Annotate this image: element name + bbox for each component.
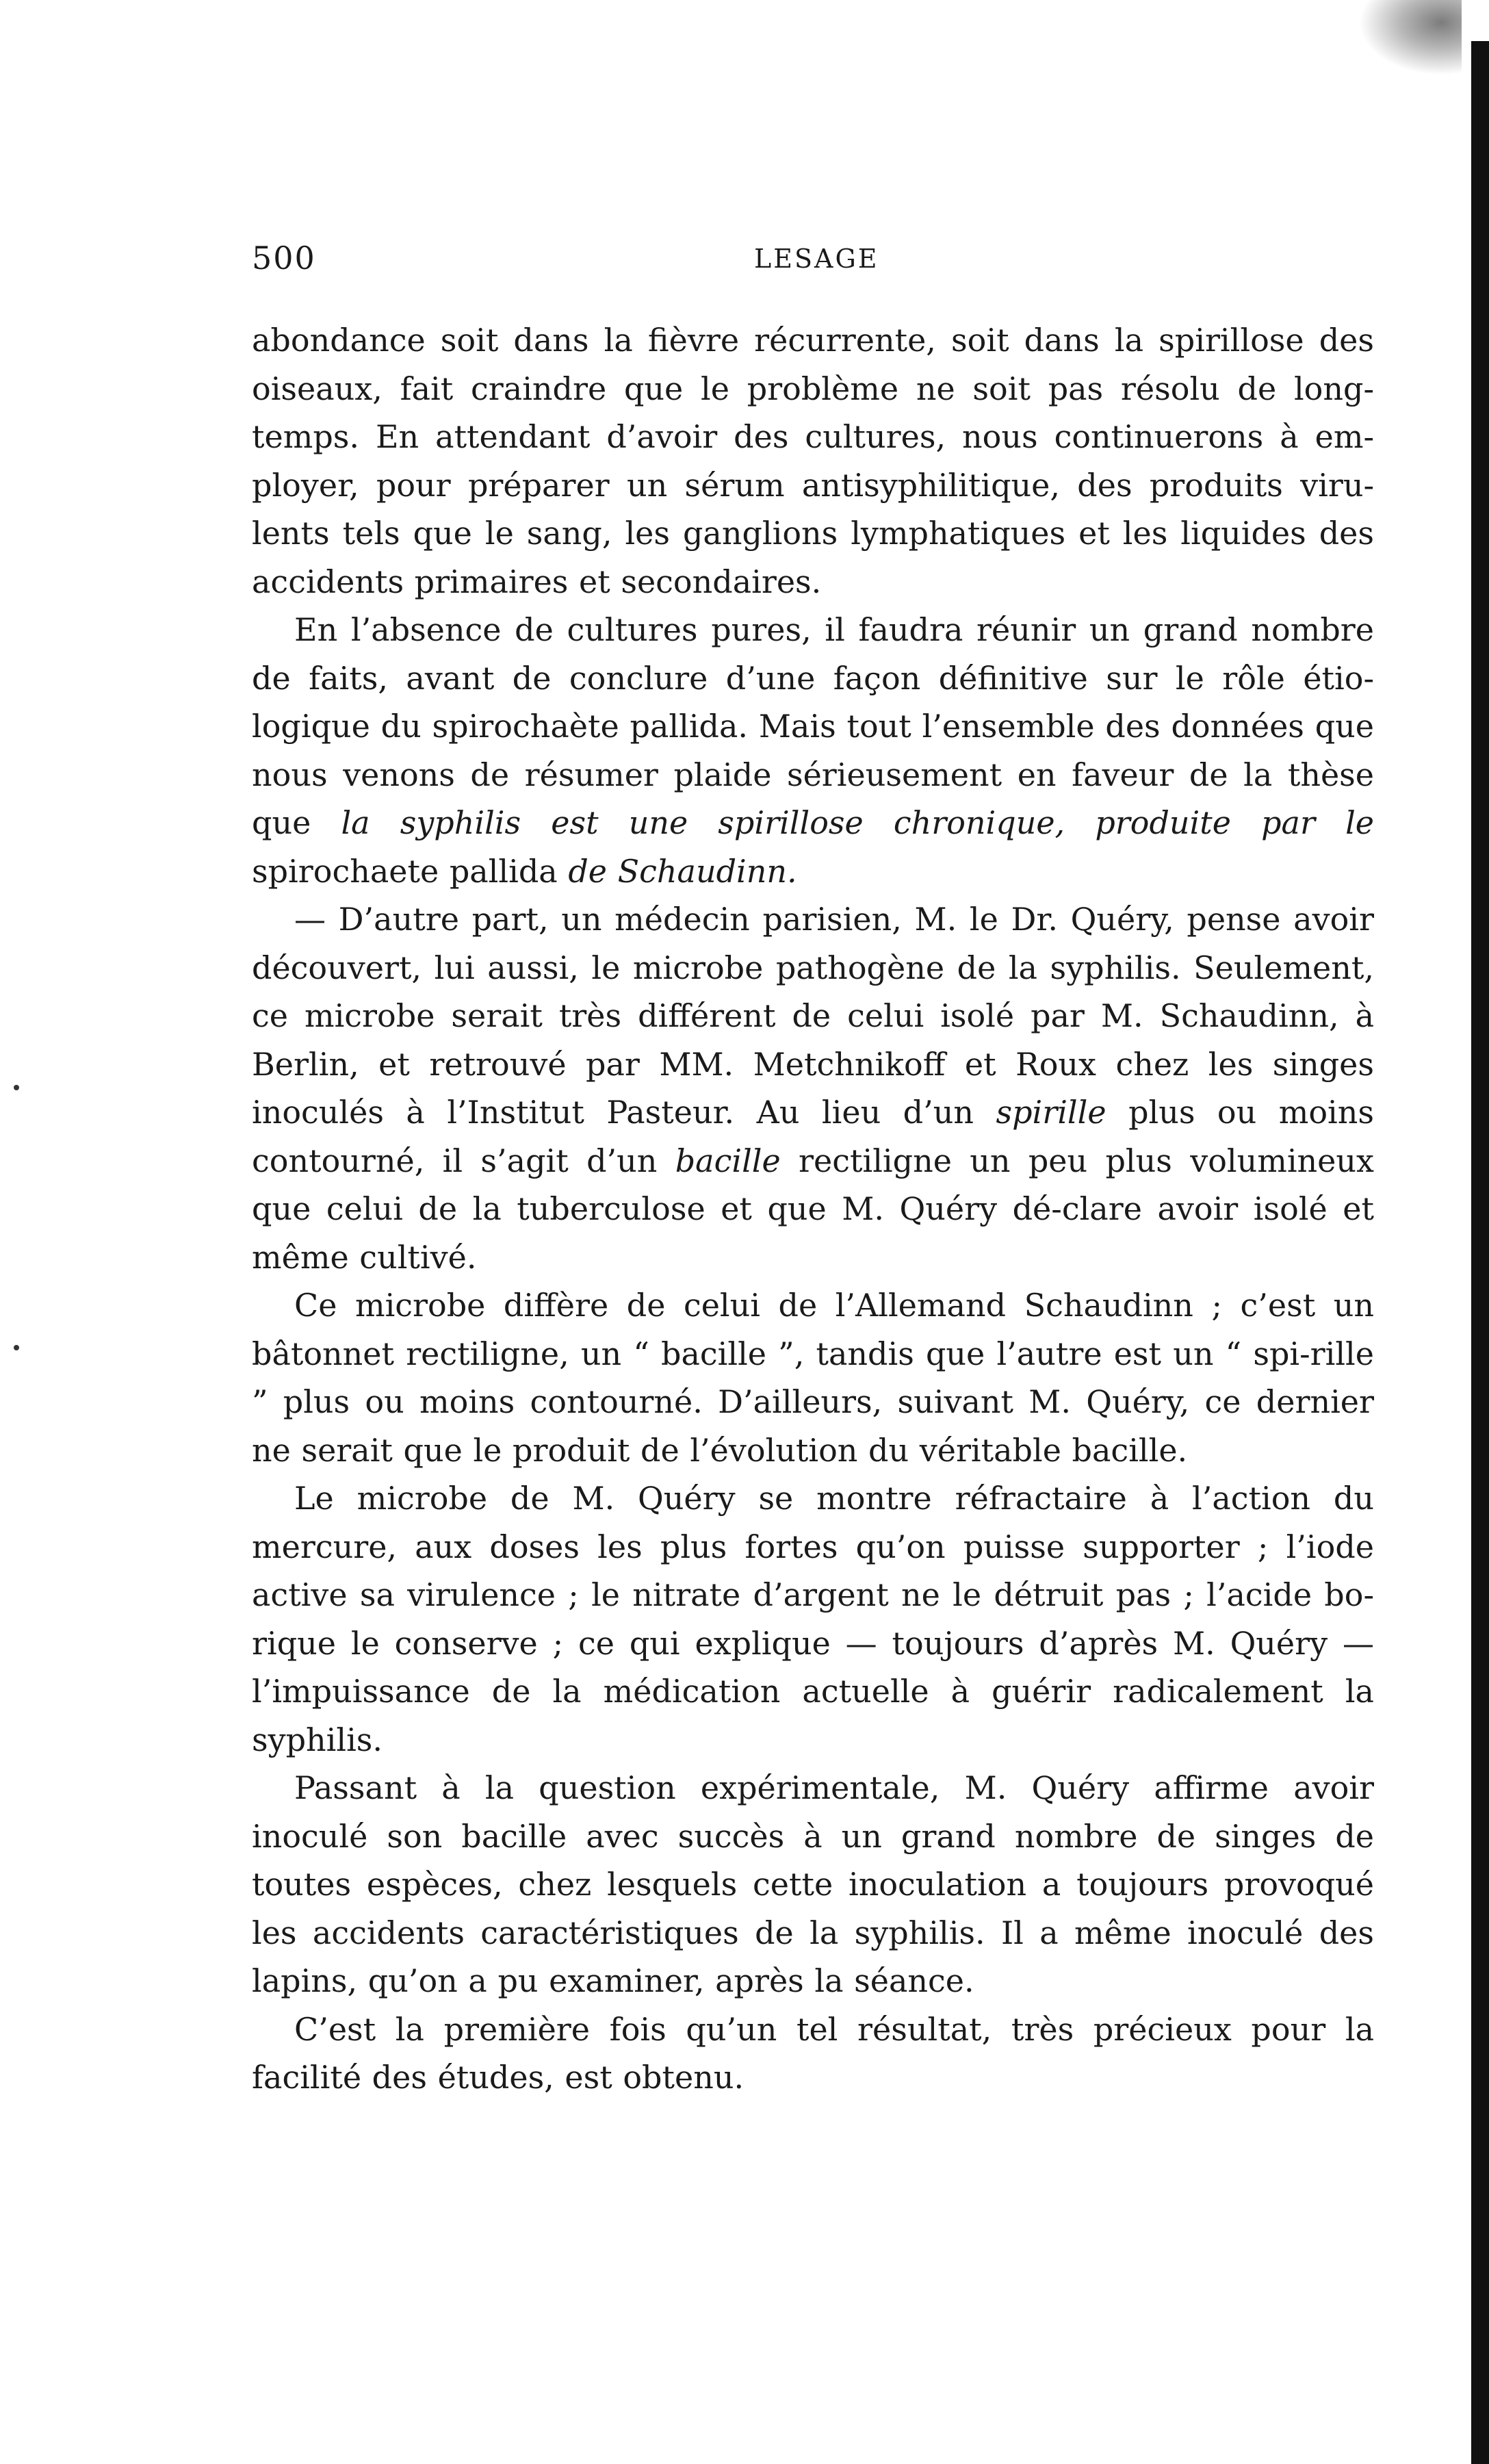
text-run: spirochaete pallida bbox=[252, 852, 569, 890]
paragraph bbox=[252, 1764, 1374, 2005]
text-run: En l’absence de cultures pures, il faudra réunir un grand nombre de faits, avant de conclure d’une façon définitive sur le rôle étio-logique du spirochaète pallida. Mais tout l’ensemble des données que nous venons de résumer plaide sérieusement en faveur de la thèse que bbox=[252, 611, 1374, 841]
body-text bbox=[252, 316, 1374, 2102]
italic-text: bacille bbox=[675, 1142, 781, 1179]
page-number: 500 bbox=[252, 240, 316, 277]
scan-speck bbox=[14, 1085, 19, 1090]
paragraph bbox=[252, 895, 1374, 1281]
scan-speck bbox=[14, 1345, 19, 1350]
text-run: rectiligne un peu plus volumineux que celui de la tuberculose et que M. Quéry dé-clare avoir isolé et même cultivé. bbox=[252, 1142, 1374, 1276]
paragraph bbox=[252, 606, 1374, 895]
scan-edge-smudge bbox=[1359, 0, 1462, 75]
italic-text: de Schaudinn. bbox=[568, 852, 797, 890]
paragraph bbox=[252, 1474, 1374, 1764]
running-title: LESAGE bbox=[754, 244, 879, 274]
text-run: — D’autre part, un médecin parisien, M. le Dr. Quéry, pense avoir découvert, lui aussi, le microbe pathogène de la syphilis. Seulement, ce microbe serait très différent de celui isolé par M. Schaudinn, à Berlin, et retrouvé par MM. Metchnikoff et Roux chez les singes inoculés à l’Institut Pasteur. Au lieu d’un bbox=[252, 901, 1374, 1131]
scan-page-edge bbox=[1471, 41, 1489, 2464]
text-run: plus ou moins contourné, il s’agit d’un bbox=[252, 1094, 1374, 1179]
paragraph bbox=[252, 2005, 1374, 2102]
text-run: Le microbe de M. Quéry se montre réfractaire à l’action du mercure, aux doses les plus fortes qu’on puisse supporter ; l’iode active sa virulence ; le nitrate d’argent ne le détruit pas ; l’acide bo-rique le conserve ; ce qui explique — toujours d’après M. Quéry — l’impuissance de la médication actuelle à guérir radicalement la syphilis. bbox=[252, 1480, 1374, 1758]
paragraph bbox=[252, 1281, 1374, 1474]
text-run: Passant à la question expérimentale, M. Quéry affirme avoir inoculé son bacille avec succès à un grand nombre de singes de toutes espèces, chez lesquels cette inoculation a toujours provoqué les accidents caractéristiques de la syphilis. Il a même inoculé des lapins, qu’on a pu examiner, après la séance. bbox=[252, 1769, 1374, 1999]
italic-text: la syphilis est une spirillose chronique, produite par le bbox=[341, 804, 1375, 841]
text-run: abondance soit dans la fièvre récurrente, soit dans la spirillose des oiseaux, fait craindre que le problème ne soit pas résolu de long-temps. En attendant d’avoir des cultures, nous continuerons à em-ployer, pour préparer un sérum antisyphilitique, des produits viru-lents tels que le sang, les ganglions lymphatiques et les liquides des accidents primaires et secondaires. bbox=[252, 322, 1374, 600]
text-run: C’est la première fois qu’un tel résultat, très précieux pour la facilité des études, est obtenu. bbox=[252, 2010, 1374, 2096]
text-run: Ce microbe diffère de celui de l’Allemand Schaudinn ; c’est un bâtonnet rectiligne, un “ bacille ”, tandis que l’autre est un “ spi-rille ” plus ou moins contourné. D’ailleurs, suivant M. Quéry, ce dernier ne serait que le produit de l’évolution du véritable bacille. bbox=[252, 1287, 1374, 1469]
paragraph bbox=[252, 316, 1374, 606]
italic-text: spirille bbox=[996, 1094, 1106, 1131]
